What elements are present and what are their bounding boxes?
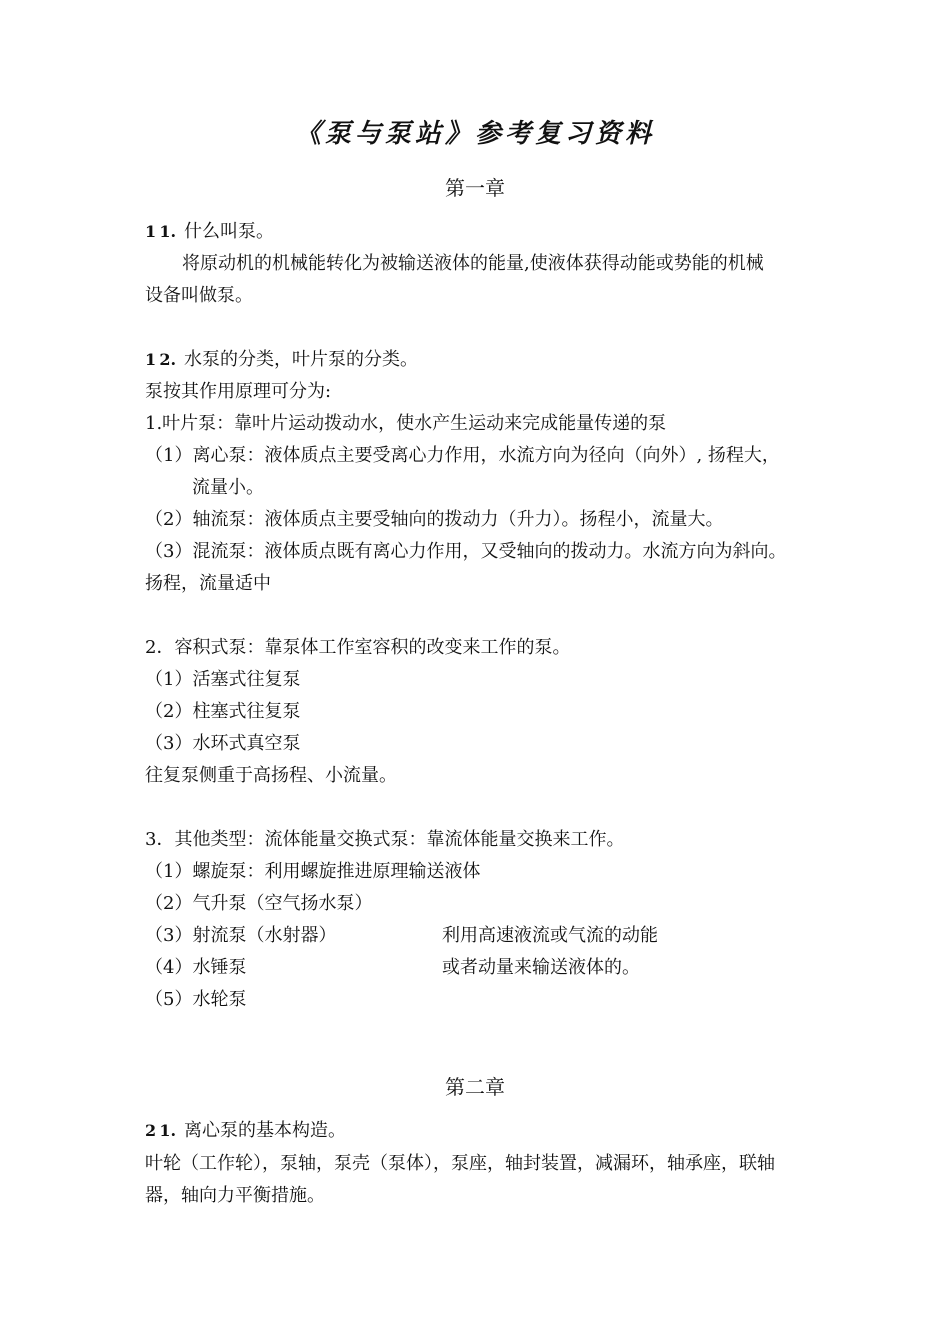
question-text: 水泵的分类，叶片泵的分类。 (184, 349, 419, 370)
list-item: （5）水轮泵 (145, 989, 247, 1010)
list-item: （1）螺旋泵：利用螺旋推进原理输送液体 (145, 861, 481, 882)
list-item: （1）离心泵：液体质点主要受离心力作用，水流方向为径向（向外）, 扬程大， (145, 445, 780, 466)
list-item: （3）水环式真空泵 (145, 733, 301, 754)
chapter-heading-1: 第一章 (445, 176, 505, 200)
list-item: （2）气升泵（空气扬水泵） (145, 893, 373, 914)
list-item: （3）射流泵（水射器） (145, 925, 337, 946)
question-number: 1 1. (145, 222, 177, 241)
question-text: 离心泵的基本构造。 (184, 1120, 347, 1141)
question-text: 什么叫泵。 (184, 221, 275, 242)
side-note: 或者动量来输送液体的。 (442, 957, 640, 978)
list-item: （1）活塞式往复泵 (145, 669, 301, 690)
question-number: 2 1. (145, 1121, 177, 1140)
list-item-continuation: 扬程，流量适中 (145, 573, 271, 594)
list-heading: 1.叶片泵：靠叶片运动拨动水，使水产生运动来完成能量传递的泵 (145, 413, 667, 434)
answer-line: 器，轴向力平衡措施。 (145, 1185, 325, 1206)
list-item: （3）混流泵：液体质点既有离心力作用，又受轴向的拨动力。水流方向为斜向。 (145, 541, 787, 562)
list-heading: 3．其他类型：流体能量交换式泵：靠流体能量交换来工作。 (145, 829, 625, 850)
chapter-heading-2: 第二章 (445, 1075, 505, 1099)
answer-line: 泵按其作用原理可分为: (145, 381, 332, 402)
question-1-2 (145, 347, 418, 373)
question-number: 1 2. (145, 350, 177, 369)
answer-line: 叶轮（工作轮），泵轴，泵壳（泵体），泵座，轴封装置，减漏环，轴承座，联轴 (145, 1153, 775, 1174)
question-1-1 (145, 219, 274, 245)
document-title: 《泵与泵站》参考复习资料 (294, 119, 655, 149)
list-item: （2）轴流泵：液体质点主要受轴向的拨动力（升力）。扬程小，流量大。 (145, 509, 724, 530)
note-line: 往复泵侧重于高扬程、小流量。 (145, 765, 397, 786)
list-item: （2）柱塞式往复泵 (145, 701, 301, 722)
question-2-1 (145, 1118, 346, 1144)
answer-line: 设备叫做泵。 (145, 285, 253, 306)
answer-line: 将原动机的机械能转化为被输送液体的能量,使液体获得动能或势能的机械 (182, 253, 764, 274)
side-note: 利用高速液流或气流的动能 (442, 925, 658, 946)
list-item-continuation: 流量小。 (192, 477, 264, 498)
list-heading: 2．容积式泵：靠泵体工作室容积的改变来工作的泵。 (145, 637, 571, 658)
list-item: （4）水锤泵 (145, 957, 247, 978)
